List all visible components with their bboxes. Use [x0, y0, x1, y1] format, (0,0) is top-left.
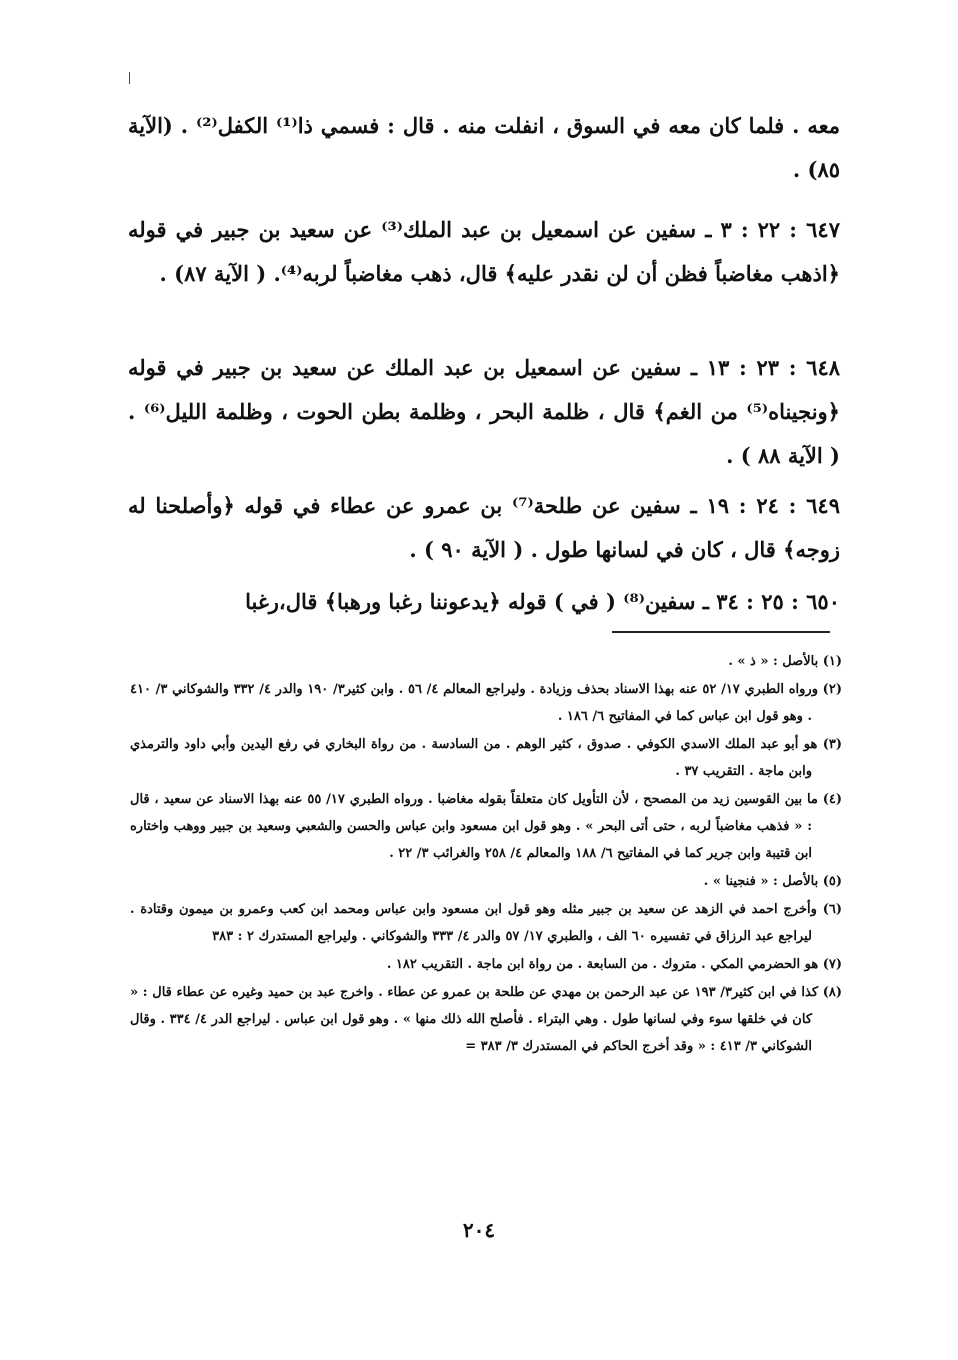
- footnote-4: (٤) ما بين القوسين زيد من المصحح ، لأن التأويل كان متعلقاً بقوله مغاضبا . ورواه الطبري ١٧/ ٥٥ عنه بهذا الاسناد عن سعيد ، قال : « فذهب مغاضباً لربه ، حتى أتى البحر » . وهو قول ابن مسعود وابن عباس والحسن والشعبي وسعيد بن جبير ووهب واختاره ابن قتيبة وابن جرير كما في المفاتيح ٦/ ١٨٨ والمعالم ٤/ ٢٥٨ والغرائب ٣/ ٢٢ .: [130, 792, 842, 861]
- entry-648: ٦٤٨ : ٢٣ : ١٣ ـ سفين عن اسمعيل بن عبد الملك عن سعيد بن جبير في قوله ﴿ونجيناه⁽⁵⁾ من الغم﴾ قال ، ظلمة البحر ، وظلمة بطن الحوت ، وظلمة الليل⁽⁶⁾ . ( الآية ٨٨ ) .: [128, 355, 841, 468]
- footnote-separator: [612, 631, 830, 633]
- footnote-7: (٧) هو الحضرمي المكي . متروك . من السابعة . من رواة ابن ماجة . التقريب ١٨٢ .: [386, 957, 842, 972]
- footnotes: [130, 648, 842, 1060]
- footnote-2: (٢) ورواه الطبري ١٧/ ٥٢ عنه بهذا الاسناد بحذف وزيادة . وليراجع المعالم ٤/ ٥٦ . وابن كثير٣/ ١٩٠ والدر ٤/ ٣٣٢ والشوكاني ٣/ ٤١٠ . وهو قول ابن عباس كما في المفاتيح ٦/ ١٨٦ .: [130, 682, 842, 724]
- footnote-6: (٦) وأخرج احمد في الزهد عن سعيد بن جبير مثله وهو قول ابن مسعود وابن عباس ومحمد ابن كعب وعمرو بن ميمون وقتادة . ليراجع عبد الرزاق في تفسيره ٦٠ الف ، والطبري ١٧/ ٥٧ والدر ٤/ ٣٣٣ والشوكاني . وليراجع المستدرك ٢ : ٣٨٣: [130, 902, 842, 944]
- page-number: ٢٠٤: [462, 1218, 496, 1242]
- entry-647: ٦٤٧ : ٢٢ : ٣ ـ سفين عن اسمعيل بن عبد الملك⁽³⁾ عن سعيد بن جبير في قوله ﴿اذهب مغاضباً فظن أن لن نقدر عليه﴾ قال، ذهب مغاضباً لربه⁽⁴⁾. ( الآية ٨٧) .: [128, 217, 840, 286]
- footnote-5: (٥) بالأصل : « فنجينا » .: [703, 874, 842, 889]
- scan-edge-mark: [129, 72, 130, 84]
- footnote-8: (٨) كذا في ابن كثير٣/ ١٩٣ عن عبد الرحمن بن مهدي عن طلحة بن عمرو عن عطاء . واخرج عبد بن حميد وغيره عن عطاء قال : « كان في خلقها سوء وفي لسانها طول . وهي البتراء . فأصلح الله ذلك منها » . وهو قول ابن عباس . ليراجع الدر ٤/ ٣٣٤ . وقال الشوكاني ٣/ ٤١٣ : « وقد أخرج الحاكم في المستدرك ٣/ ٣٨٣ =: [130, 985, 842, 1054]
- entry-650-start: ٦٥٠ : ٢٥ : ٣٤ ـ سفين⁽⁸⁾ ( في ) قوله ﴿يدعوننا رغبا ورهبا﴾ قال،رغبا: [245, 589, 840, 614]
- entry-646-continuation: معه . فلما كان معه في السوق ، انفلت منه . قال : فسمي ذا⁽¹⁾ الكفل⁽²⁾ . (الآية ٨٥) .: [128, 113, 840, 182]
- entry-649: ٦٤٩ : ٢٤ : ١٩ ـ سفين عن طلحة⁽⁷⁾ بن عمرو عن عطاء في قوله ﴿وأصلحنا له زوجه﴾ قال ، كان في لسانها طول . ( الآية ٩٠ ) .: [128, 493, 840, 562]
- footnote-3: (٣) هو أبو عبد الملك الاسدي الكوفي . صدوق ، كثير الوهم . من السادسة . من رواة البخاري في رفع اليدين وأبي داود والترمذي وابن ماجة . التقريب ٣٧ .: [130, 737, 842, 779]
- footnote-1: (١) بالأصل : « ذ » .: [728, 654, 842, 669]
